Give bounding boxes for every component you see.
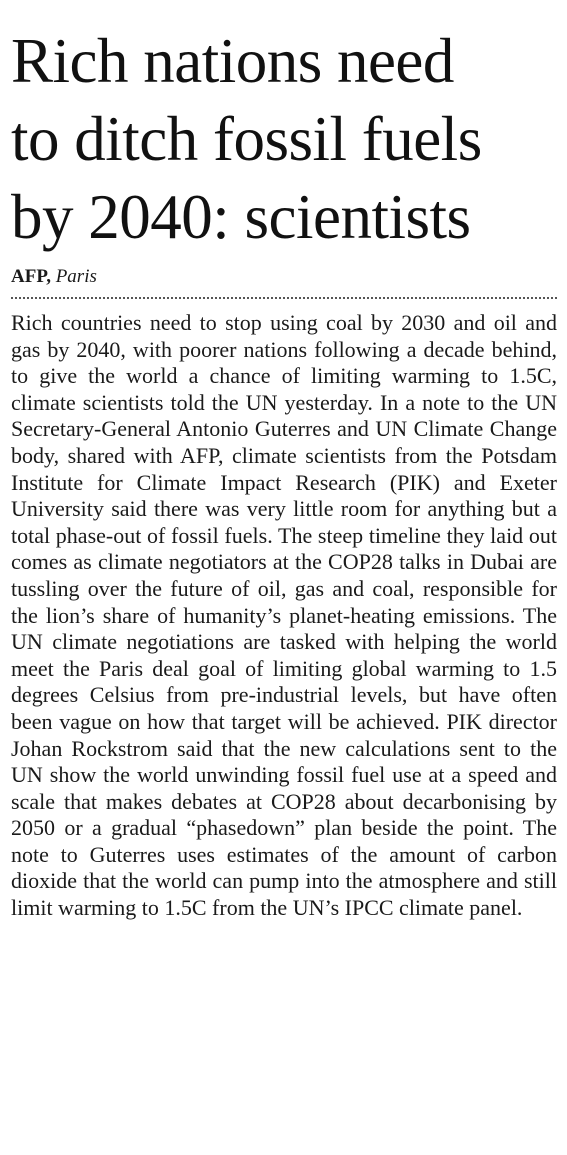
article-body: Rich countries need to stop using coal by 2030 and oil and gas by 2040, with poorer nations following a decade behind, to give the world a chance of limiting warming to 1.5C, climate scientists told the UN yesterday. In a note to the UN Secretary-General Antonio Guterres and UN Climate Change body, shared with AFP, climate scientists from the Potsdam Institute for Climate Impact Research (PIK) and Exeter University said there was very little room for anything but a total phase-out of fossil fuels. The steep timeline they laid out comes as climate negotiators at the COP28 talks in Dubai are tussling over the future of oil, gas and coal, responsible for the lion’s share of humanity’s planet-heating emissions. The UN climate negotiations are tasked with helping the world meet the Paris deal goal of limiting global warming to 1.5 degrees Celsius from pre-industrial levels, but have often been vague on how that target will be achieved. PIK director Johan Rockstrom said that the new calculations sent to the UN show the world unwinding fossil fuel use at a speed and scale that makes debates at COP28 about decarbonising by 2050 or a gradual “phasedown” plan beside the point. The note to Guterres uses estimates of the amount of carbon dioxide that the world can pump into the atmosphere and still limit warming to 1.5C from the UN’s IPCC climate panel. <box>11 310 557 921</box>
headline-line-2: to ditch fossil fuels <box>11 104 482 174</box>
news-article <box>11 22 557 944</box>
headline-line-1: Rich nations need <box>11 26 454 96</box>
byline-agency: AFP, <box>11 266 51 287</box>
headline <box>11 22 557 256</box>
byline <box>11 266 557 288</box>
byline-place: Paris <box>55 266 97 287</box>
headline-line-3: by 2040: scientists <box>11 182 471 252</box>
dotted-divider <box>11 297 557 299</box>
